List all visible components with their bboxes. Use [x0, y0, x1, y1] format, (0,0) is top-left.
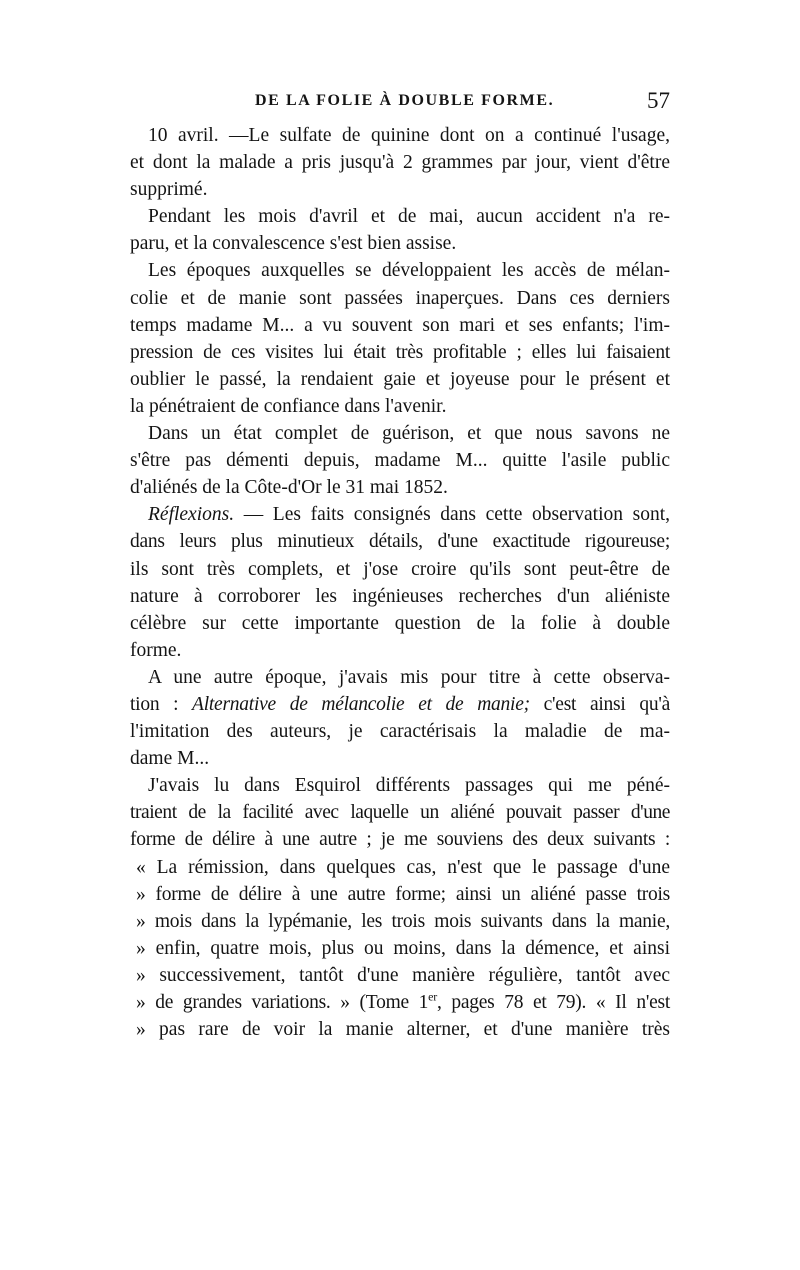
text-line: colie et de manie sont passées inaperçues. Dans ces derniers — [130, 287, 670, 309]
text-line: » enfin, quatre mois, plus ou moins, dans la démence, et ainsi — [136, 937, 670, 959]
text-run: » de grandes variations. » (Tome 1 — [136, 992, 429, 1013]
text-line: supprimé. — [130, 179, 208, 201]
text-line: » successivement, tantôt d'une manière régulière, tantôt avec — [136, 964, 670, 986]
text-line: nature à corroborer les ingénieuses recherches d'un aliéniste — [130, 585, 670, 607]
body-text — [130, 122, 670, 1043]
text-line: Dans un état complet de guérison, et que nous savons ne — [148, 423, 670, 445]
text-line: et dont la malade a pris jusqu'à 2 grammes par jour, vient d'être — [130, 152, 670, 174]
page-number: 57 — [647, 88, 670, 113]
italic-run: Alternative de mélancolie et de manie; — [192, 693, 530, 715]
text-line: célèbre sur cette importante question de la folie à double — [130, 612, 670, 634]
text-line: traient de la facilité avec laquelle un aliéné pouvait passer d'une — [130, 802, 670, 824]
text-line: » forme de délire à une autre forme; ainsi un aliéné passe trois — [136, 883, 670, 905]
text-line: forme de délire à une autre ; je me souviens des deux suivants : — [130, 829, 670, 851]
text-line: » pas rare de voir la manie alterner, et d'une manière très — [136, 1019, 670, 1041]
italic-run: Réflexions. — [148, 504, 235, 526]
running-title: DE LA FOLIE À DOUBLE FORME. — [255, 92, 555, 109]
text-line: la pénétraient de confiance dans l'avenir. — [130, 395, 447, 417]
text-line: » mois dans la lypémanie, les trois mois suivants dans la manie, — [136, 910, 670, 932]
text-run: c'est ainsi qu'à — [529, 693, 670, 715]
text-line: paru, et la convalescence s'est bien assise. — [130, 233, 457, 255]
text-run: tion : — [130, 693, 193, 715]
text-line: pression de ces visites lui était très profitable ; elles lui faisaient — [130, 341, 670, 363]
text-line: oublier le passé, la rendaient gaie et joyeuse pour le présent et — [130, 368, 670, 390]
text-line — [130, 501, 670, 528]
text-line: l'imitation des auteurs, je caractérisais la maladie de ma- — [130, 721, 670, 743]
text-line: Pendant les mois d'avril et de mai, aucun accident n'a re- — [148, 206, 670, 228]
text-line: d'aliénés de la Côte-d'Or le 31 mai 1852. — [130, 477, 448, 499]
text-line: Les époques auxquelles se développaient les accès de mélan- — [148, 260, 670, 282]
text-line: « La rémission, dans quelques cas, n'est que le passage d'une — [136, 856, 670, 878]
superscript: er — [428, 989, 437, 1004]
text-line: A une autre époque, j'avais mis pour titre à cette observa- — [148, 666, 670, 688]
text-line: forme. — [130, 639, 182, 661]
text-line: dame M... — [130, 748, 210, 770]
text-line: dans leurs plus minutieux détails, d'une exactitude rigoureuse; — [130, 531, 670, 553]
text-line: temps madame M... a vu souvent son mari et ses enfants; l'im- — [130, 314, 670, 336]
text-line — [130, 691, 670, 718]
text-line: ils sont très complets, et j'ose croire qu'ils sont peut-être de — [130, 558, 670, 580]
page-header — [130, 88, 670, 122]
text-line: J'avais lu dans Esquirol différents passages qui me péné- — [148, 775, 670, 797]
text-line — [130, 989, 670, 1016]
text-run: , pages 78 et 79). « Il n'est — [436, 992, 670, 1013]
text-run: — Les faits consignés dans cette observation sont, — [234, 504, 670, 526]
text-line: 10 avril. —Le sulfate de quinine dont on a continué l'usage, — [148, 125, 670, 146]
text-line: s'être pas démenti depuis, madame M... quitte l'asile public — [130, 450, 670, 472]
